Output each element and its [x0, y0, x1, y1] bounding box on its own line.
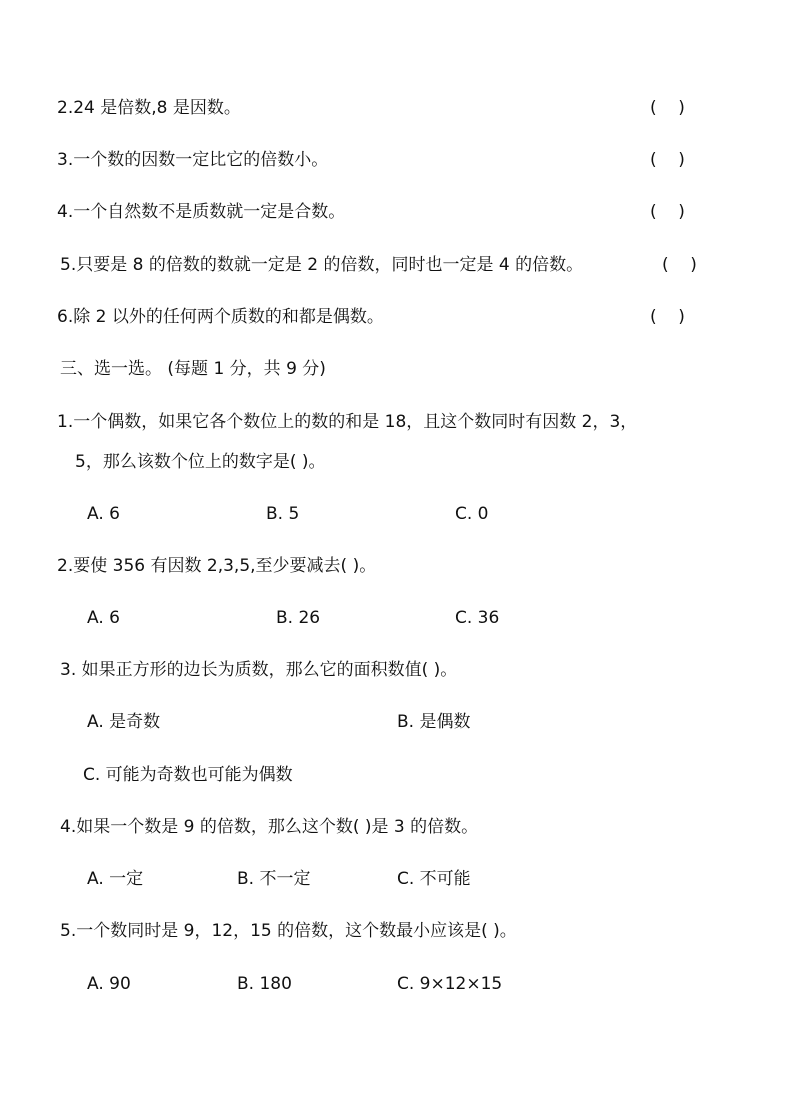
- q1-option-a[interactable]: A. 6: [87, 504, 120, 524]
- judge-item-2: 2.24 是倍数,8 是因数。: [57, 98, 241, 118]
- answer-blank-5[interactable]: ( ): [662, 255, 697, 275]
- q1-option-c[interactable]: C. 0: [455, 504, 489, 524]
- q3-option-c[interactable]: C. 可能为奇数也可能为偶数: [83, 765, 293, 785]
- q3-option-a[interactable]: A. 是奇数: [87, 712, 161, 732]
- q5-option-c[interactable]: C. 9×12×15: [397, 974, 503, 994]
- q5-option-b[interactable]: B. 180: [237, 974, 292, 994]
- judge-item-3: 3.一个数的因数一定比它的倍数小。: [57, 150, 329, 170]
- judge-item-6: 6.除 2 以外的任何两个质数的和都是偶数。: [57, 307, 384, 327]
- q2-option-b[interactable]: B. 26: [276, 608, 321, 628]
- question-4: 4.如果一个数是 9 的倍数，那么这个数( )是 3 的倍数。: [60, 817, 479, 837]
- question-2: 2.要使 356 有因数 2,3,5,至少要减去( )。: [57, 556, 377, 576]
- question-1-line-1: 1.一个偶数，如果它各个数位上的数的和是 18，且这个数同时有因数 2，3，: [57, 412, 638, 432]
- q2-option-c[interactable]: C. 36: [455, 608, 500, 628]
- q2-option-a[interactable]: A. 6: [87, 608, 120, 628]
- answer-blank-6[interactable]: ( ): [650, 307, 685, 327]
- answer-blank-3[interactable]: ( ): [650, 150, 685, 170]
- question-1-line-2: 5，那么该数个位上的数字是( )。: [75, 452, 326, 472]
- q5-option-a[interactable]: A. 90: [87, 974, 131, 994]
- judge-item-4: 4.一个自然数不是质数就一定是合数。: [57, 202, 346, 222]
- answer-blank-4[interactable]: ( ): [650, 202, 685, 222]
- q3-option-b[interactable]: B. 是偶数: [397, 712, 471, 732]
- section-heading: 三、选一选。 (每题 1 分，共 9 分): [60, 359, 326, 379]
- q4-option-c[interactable]: C. 不可能: [397, 869, 471, 889]
- answer-blank-2[interactable]: ( ): [650, 98, 685, 118]
- judge-item-5: 5.只要是 8 的倍数的数就一定是 2 的倍数，同时也一定是 4 的倍数。: [60, 255, 584, 275]
- q1-option-b[interactable]: B. 5: [266, 504, 300, 524]
- q4-option-a[interactable]: A. 一定: [87, 869, 144, 889]
- question-5: 5.一个数同时是 9，12，15 的倍数，这个数最小应该是( )。: [60, 921, 517, 941]
- question-3: 3. 如果正方形的边长为质数，那么它的面积数值( )。: [60, 660, 458, 680]
- q4-option-b[interactable]: B. 不一定: [237, 869, 311, 889]
